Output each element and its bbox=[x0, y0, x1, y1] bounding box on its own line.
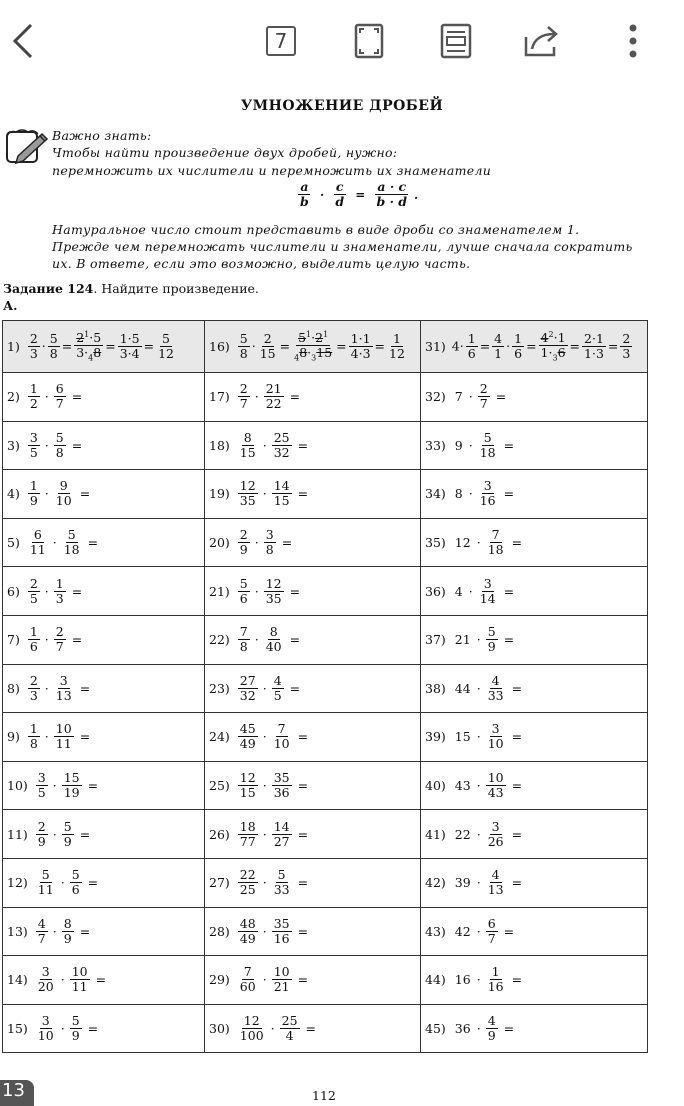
fraction-1: $\frac{2}{3}$ bbox=[29, 672, 38, 703]
exercise-cell: 34) 8 · $\frac{3}{16}$ = bbox=[421, 470, 648, 519]
fraction-1: $\frac{12}{35}$ bbox=[239, 478, 256, 509]
whole-number: 44 bbox=[454, 680, 471, 696]
exercise-cell: 37) 21 · $\frac{5}{9}$ = bbox=[421, 615, 648, 664]
whole-number: 9 bbox=[454, 437, 463, 453]
fraction-2: $\frac{5}{9}$ bbox=[71, 1013, 80, 1044]
page-indicator-button[interactable] bbox=[258, 18, 304, 64]
table-row bbox=[3, 761, 648, 810]
fraction-1: $\frac{48}{49}$ bbox=[239, 915, 256, 946]
exercise-cell: 27) $\frac{22}{25}$ · $\frac{5}{33}$ = bbox=[205, 858, 421, 907]
equals-sign: = bbox=[79, 486, 91, 502]
fraction-2: $\frac{1}{3}$ bbox=[55, 575, 64, 606]
fraction-1: $\frac{6}{11}$ bbox=[29, 527, 46, 558]
exercise-number: 17) bbox=[209, 389, 230, 405]
formula-a: a bbox=[300, 179, 309, 194]
equals-sign: = bbox=[71, 583, 83, 599]
table-row bbox=[3, 664, 648, 713]
equals-sign: = bbox=[87, 875, 99, 891]
equals-sign: = bbox=[297, 486, 309, 502]
fraction-1: $\frac{27}{32}$ bbox=[239, 672, 256, 703]
back-button[interactable] bbox=[0, 18, 46, 64]
whole-number: 43 bbox=[454, 778, 471, 794]
fraction-2: $\frac{35}{16}$ bbox=[273, 915, 290, 946]
table-row bbox=[3, 956, 648, 1005]
equals-sign: = bbox=[503, 437, 515, 453]
exercise-cell: 17) $\frac{2}{7}$ · $\frac{21}{22}$ = bbox=[205, 373, 421, 422]
exercise-cell: 29) $\frac{7}{60}$ · $\frac{10}{21}$ = bbox=[205, 956, 421, 1005]
fraction-2: $\frac{14}{15}$ bbox=[273, 478, 290, 509]
table-row bbox=[3, 1004, 648, 1053]
equals-sign: = bbox=[297, 875, 309, 891]
fraction-1: $\frac{2}{7}$ bbox=[239, 381, 248, 412]
fraction-2: $\frac{7}{18}$ bbox=[487, 527, 504, 558]
task-text: . Найдите произведение. bbox=[93, 281, 259, 296]
exercise-cell: 10) $\frac{3}{5}$ · $\frac{15}{19}$ = bbox=[3, 761, 205, 810]
exercise-number: 40) bbox=[425, 778, 446, 794]
exercise-cell: 32) 7 · $\frac{2}{7}$ = bbox=[421, 373, 648, 422]
exercise-cell: 36) 4 · $\frac{3}{14}$ = bbox=[421, 567, 648, 616]
page-corner-badge: 13 bbox=[0, 1080, 34, 1106]
exercise-number: 23) bbox=[209, 680, 230, 696]
example-1: 1) $\frac{2}{3}$ · $\frac{5}{8}$ = $\frac{2^1\cdot 5}{3\cdot_48}$ = $\frac{1\cdot 5}{3\cdot 4}$ = $\frac{5}{12}$ bbox=[3, 321, 205, 373]
exercise-cell: 7) $\frac{1}{6}$ · $\frac{2}{7}$ = bbox=[3, 615, 205, 664]
equals-sign: = bbox=[511, 680, 523, 696]
table-row bbox=[3, 421, 648, 470]
exercise-number: 20) bbox=[209, 535, 230, 551]
fraction-1: $\frac{12}{15}$ bbox=[239, 770, 256, 801]
task-heading bbox=[3, 281, 259, 296]
table-row bbox=[3, 567, 648, 616]
table-row bbox=[3, 518, 648, 567]
note-line-2: Прежде чем перемножать числители и знаменатели, лучше сначала сократить bbox=[52, 239, 633, 254]
equals-sign: = bbox=[79, 729, 91, 745]
note-line-3: их. В ответе, если это возможно, выделить целую часть. bbox=[52, 256, 471, 271]
fraction-2: $\frac{4}{5}$ bbox=[273, 672, 282, 703]
equals-sign: = bbox=[289, 583, 301, 599]
fraction-2: $\frac{10}{43}$ bbox=[487, 770, 504, 801]
fraction-2: $\frac{5}{6}$ bbox=[71, 867, 80, 898]
equals-sign: = bbox=[503, 1021, 515, 1037]
fraction-2: $\frac{2}{7}$ bbox=[479, 381, 488, 412]
fraction-1: $\frac{5}{11}$ bbox=[37, 867, 54, 898]
exercise-number: 34) bbox=[425, 486, 446, 502]
table-row bbox=[3, 373, 648, 422]
share-icon bbox=[522, 23, 564, 59]
equals-sign: = bbox=[87, 1021, 99, 1037]
section-label: А. bbox=[3, 298, 18, 313]
rule-line-1: Чтобы найти произведение двух дробей, нужно: bbox=[52, 145, 398, 160]
equals-sign: = bbox=[297, 826, 309, 842]
formula-c: c bbox=[335, 179, 344, 194]
fraction-1: $\frac{7}{8}$ bbox=[239, 624, 248, 655]
fraction-1: $\frac{3}{5}$ bbox=[29, 429, 38, 460]
equals-sign: = bbox=[87, 535, 99, 551]
exercise-number: 38) bbox=[425, 680, 446, 696]
notebook-pencil-icon bbox=[4, 126, 50, 166]
exercise-number: 4) bbox=[7, 486, 20, 502]
exercise-number: 11) bbox=[7, 826, 28, 842]
more-vertical-icon bbox=[628, 23, 638, 59]
exercise-cell: 4) $\frac{1}{9}$ · $\frac{9}{10}$ = bbox=[3, 470, 205, 519]
exercise-cell: 19) $\frac{12}{35}$ · $\frac{14}{15}$ = bbox=[205, 470, 421, 519]
fraction-2: $\frac{6}{7}$ bbox=[55, 381, 64, 412]
equals-sign: = bbox=[511, 972, 523, 988]
exercise-cell: 44) 16 · $\frac{1}{16}$ = bbox=[421, 956, 648, 1005]
exercise-number: 18) bbox=[209, 437, 230, 453]
equals-sign: = bbox=[87, 778, 99, 794]
exercise-cell: 40) 43 · $\frac{10}{43}$ = bbox=[421, 761, 648, 810]
whole-number: 4 bbox=[454, 583, 463, 599]
share-button[interactable] bbox=[520, 18, 566, 64]
fraction-1: $\frac{12}{100}$ bbox=[239, 1013, 264, 1044]
fraction-1: $\frac{1}{6}$ bbox=[29, 624, 38, 655]
fraction-1: $\frac{2}{5}$ bbox=[29, 575, 38, 606]
table-row bbox=[3, 907, 648, 956]
whole-number: 7 bbox=[454, 389, 463, 405]
exercise-cell: 2) $\frac{1}{2}$ · $\frac{6}{7}$ = bbox=[3, 373, 205, 422]
exercise-cell: 14) $\frac{3}{20}$ · $\frac{10}{11}$ = bbox=[3, 956, 205, 1005]
exercise-cell: 6) $\frac{2}{5}$ · $\frac{1}{3}$ = bbox=[3, 567, 205, 616]
fraction-2: $\frac{4}{33}$ bbox=[487, 672, 504, 703]
exercise-cell: 39) 15 · $\frac{3}{10}$ = bbox=[421, 713, 648, 762]
multiplication-formula: $\frac{a}{b}$ · $\frac{c}{d}$ = $\frac{a \cdot c}{b \cdot d}$ . bbox=[300, 179, 419, 209]
fraction-2: $\frac{21}{22}$ bbox=[265, 381, 282, 412]
whole-number: 12 bbox=[454, 535, 471, 551]
equals-sign: = bbox=[289, 389, 301, 405]
table-row bbox=[3, 470, 648, 519]
exercise-number: 26) bbox=[209, 826, 230, 842]
task-label: Задание 124 bbox=[3, 281, 94, 296]
exercise-cell: 45) 36 · $\frac{4}{9}$ = bbox=[421, 1004, 648, 1053]
exercise-number: 5) bbox=[7, 535, 20, 551]
exercise-number: 7) bbox=[7, 632, 20, 648]
exercise-cell: 20) $\frac{2}{9}$ · $\frac{3}{8}$ = bbox=[205, 518, 421, 567]
fraction-1: $\frac{5}{6}$ bbox=[239, 575, 248, 606]
example-16: 16) $\frac{5}{8}$ · $\frac{2}{15}$ = $\frac{5^1\cdot 2^1}{_48\cdot_315}$ = $\frac{1\cdot 1}{4\cdot 3}$ = $\frac{1}{12}$ bbox=[205, 321, 421, 373]
rule-line-2: перемножить их числители и перемножить их знаменатели bbox=[52, 163, 492, 178]
exercise-cell: 8) $\frac{2}{3}$ · $\frac{3}{13}$ = bbox=[3, 664, 205, 713]
table-row bbox=[3, 713, 648, 762]
whole-number: 42 bbox=[454, 923, 471, 939]
equals-sign: = bbox=[281, 535, 293, 551]
page-indicator: 7 bbox=[266, 26, 296, 56]
equals-sign: = bbox=[297, 729, 309, 745]
fraction-1: $\frac{45}{49}$ bbox=[239, 721, 256, 752]
exercise-number: 14) bbox=[7, 972, 28, 988]
exercise-number: 8) bbox=[7, 680, 20, 696]
equals-sign: = bbox=[71, 389, 83, 405]
exercise-cell: 25) $\frac{12}{15}$ · $\frac{35}{36}$ = bbox=[205, 761, 421, 810]
fraction-1: $\frac{18}{77}$ bbox=[239, 818, 256, 849]
exercise-number: 27) bbox=[209, 875, 230, 891]
exercise-cell: 41) 22 · $\frac{3}{26}$ = bbox=[421, 810, 648, 859]
chevron-left-icon bbox=[11, 23, 35, 59]
equals-sign: = bbox=[511, 826, 523, 842]
fraction-2: $\frac{5}{8}$ bbox=[55, 429, 64, 460]
fraction-2: $\frac{7}{10}$ bbox=[273, 721, 290, 752]
equals-sign: = bbox=[79, 826, 91, 842]
exercise-number: 15) bbox=[7, 1021, 28, 1037]
table-row bbox=[3, 810, 648, 859]
formula-d: d bbox=[335, 194, 345, 209]
whole-number: 36 bbox=[454, 1021, 471, 1037]
equals-sign: = bbox=[297, 972, 309, 988]
fraction-1: $\frac{8}{15}$ bbox=[239, 429, 256, 460]
exercise-cell: 24) $\frac{45}{49}$ · $\frac{7}{10}$ = bbox=[205, 713, 421, 762]
fraction-2: $\frac{8}{40}$ bbox=[265, 624, 282, 655]
fraction-1: $\frac{1}{8}$ bbox=[29, 721, 38, 752]
page-title: УМНОЖЕНИЕ ДРОБЕЙ bbox=[240, 98, 444, 114]
document-layout-icon bbox=[440, 23, 472, 59]
exercise-cell: 21) $\frac{5}{6}$ · $\frac{12}{35}$ = bbox=[205, 567, 421, 616]
fraction-1: $\frac{2}{9}$ bbox=[239, 527, 248, 558]
equals-sign: = bbox=[305, 1021, 317, 1037]
exercise-number: 30) bbox=[209, 1021, 230, 1037]
fraction-2: $\frac{8}{9}$ bbox=[63, 915, 72, 946]
exercise-number: 37) bbox=[425, 632, 446, 648]
equals-sign: = bbox=[71, 632, 83, 648]
whole-number: 39 bbox=[454, 875, 471, 891]
exercise-number: 28) bbox=[209, 923, 230, 939]
whole-number: 21 bbox=[454, 632, 471, 648]
exercise-number: 45) bbox=[425, 1021, 446, 1037]
fraction-2: $\frac{15}{19}$ bbox=[63, 770, 80, 801]
reading-mode-button[interactable] bbox=[433, 18, 479, 64]
exercise-cell: 33) 9 · $\frac{5}{18}$ = bbox=[421, 421, 648, 470]
equals-sign: = bbox=[297, 778, 309, 794]
exercise-cell: 43) 42 · $\frac{6}{7}$ = bbox=[421, 907, 648, 956]
exercise-number: 24) bbox=[209, 729, 230, 745]
exercise-cell: 11) $\frac{2}{9}$ · $\frac{5}{9}$ = bbox=[3, 810, 205, 859]
exercise-number: 42) bbox=[425, 875, 446, 891]
exercise-number: 25) bbox=[209, 778, 230, 794]
exercise-table bbox=[2, 320, 648, 1053]
exercise-number: 33) bbox=[425, 437, 446, 453]
whole-number: 22 bbox=[454, 826, 471, 842]
exercise-cell: 30) $\frac{12}{100}$ · $\frac{25}{4}$ = bbox=[205, 1004, 421, 1053]
fraction-2: $\frac{3}{14}$ bbox=[479, 575, 496, 606]
exercise-number: 2) bbox=[7, 389, 20, 405]
exercise-number: 9) bbox=[7, 729, 20, 745]
table-row bbox=[3, 858, 648, 907]
equals-sign: = bbox=[297, 923, 309, 939]
whole-number: 15 bbox=[454, 729, 471, 745]
exercise-number: 22) bbox=[209, 632, 230, 648]
fraction-2: $\frac{25}{32}$ bbox=[273, 429, 290, 460]
fraction-2: $\frac{3}{16}$ bbox=[479, 478, 496, 509]
fraction-2: $\frac{9}{10}$ bbox=[55, 478, 72, 509]
whole-number: 8 bbox=[454, 486, 463, 502]
fraction-2: $\frac{10}{21}$ bbox=[273, 964, 290, 995]
fraction-2: $\frac{5}{18}$ bbox=[479, 429, 496, 460]
fraction-1: $\frac{1}{2}$ bbox=[29, 381, 38, 412]
fraction-1: $\frac{1}{9}$ bbox=[29, 478, 38, 509]
rule-heading: Важно знать: bbox=[52, 128, 152, 143]
fraction-2: $\frac{5}{9}$ bbox=[63, 818, 72, 849]
fraction-2: $\frac{12}{35}$ bbox=[265, 575, 282, 606]
fraction-2: $\frac{5}{9}$ bbox=[487, 624, 496, 655]
exercise-number: 21) bbox=[209, 583, 230, 599]
exercise-number: 39) bbox=[425, 729, 446, 745]
exercise-cell: 35) 12 · $\frac{7}{18}$ = bbox=[421, 518, 648, 567]
fraction-2: $\frac{3}{10}$ bbox=[487, 721, 504, 752]
fraction-2: $\frac{3}{13}$ bbox=[55, 672, 72, 703]
fullscreen-icon bbox=[354, 23, 384, 59]
equals-sign: = bbox=[503, 632, 515, 648]
equals-sign: = bbox=[289, 680, 301, 696]
equals-sign: = bbox=[79, 923, 91, 939]
exercise-cell: 12) $\frac{5}{11}$ · $\frac{5}{6}$ = bbox=[3, 858, 205, 907]
fraction-2: $\frac{5}{33}$ bbox=[273, 867, 290, 898]
fullscreen-button[interactable] bbox=[346, 18, 392, 64]
equals-sign: = bbox=[503, 583, 515, 599]
more-options-button[interactable] bbox=[610, 18, 656, 64]
exercise-cell: 13) $\frac{4}{7}$ · $\frac{8}{9}$ = bbox=[3, 907, 205, 956]
equals-sign: = bbox=[511, 729, 523, 745]
exercise-number: 13) bbox=[7, 923, 28, 939]
exercise-number: 43) bbox=[425, 923, 446, 939]
equals-sign: = bbox=[289, 632, 301, 648]
exercise-number: 3) bbox=[7, 437, 20, 453]
exercise-cell: 38) 44 · $\frac{4}{33}$ = bbox=[421, 664, 648, 713]
whole-number: 16 bbox=[454, 972, 471, 988]
fraction-2: $\frac{3}{8}$ bbox=[265, 527, 274, 558]
fraction-2: $\frac{1}{16}$ bbox=[487, 964, 504, 995]
fraction-2: $\frac{6}{7}$ bbox=[487, 915, 496, 946]
equals-sign: = bbox=[79, 680, 91, 696]
exercise-cell: 23) $\frac{27}{32}$ · $\frac{4}{5}$ = bbox=[205, 664, 421, 713]
exercise-number: 32) bbox=[425, 389, 446, 405]
fraction-1: $\frac{22}{25}$ bbox=[239, 867, 256, 898]
exercise-cell: 18) $\frac{8}{15}$ · $\frac{25}{32}$ = bbox=[205, 421, 421, 470]
exercise-number: 36) bbox=[425, 583, 446, 599]
exercise-cell: 15) $\frac{3}{10}$ · $\frac{5}{9}$ = bbox=[3, 1004, 205, 1053]
exercise-number: 6) bbox=[7, 583, 20, 599]
equals-sign: = bbox=[71, 437, 83, 453]
formula-ac: a · c bbox=[377, 179, 407, 194]
exercise-number: 44) bbox=[425, 972, 446, 988]
fraction-2: $\frac{4}{13}$ bbox=[487, 867, 504, 898]
fraction-2: $\frac{25}{4}$ bbox=[281, 1013, 298, 1044]
exercise-cell: 5) $\frac{6}{11}$ · $\frac{5}{18}$ = bbox=[3, 518, 205, 567]
exercise-number: 12) bbox=[7, 875, 28, 891]
equals-sign: = bbox=[511, 778, 523, 794]
fraction-2: $\frac{10}{11}$ bbox=[55, 721, 72, 752]
page-number: 112 bbox=[312, 1088, 336, 1103]
exercise-cell: 28) $\frac{48}{49}$ · $\frac{35}{16}$ = bbox=[205, 907, 421, 956]
exercise-cell: 3) $\frac{3}{5}$ · $\frac{5}{8}$ = bbox=[3, 421, 205, 470]
fraction-2: $\frac{14}{27}$ bbox=[273, 818, 290, 849]
fraction-2: $\frac{4}{9}$ bbox=[487, 1013, 496, 1044]
equals-sign: = bbox=[503, 486, 515, 502]
exercise-cell: 42) 39 · $\frac{4}{13}$ = bbox=[421, 858, 648, 907]
exercise-number: 41) bbox=[425, 826, 446, 842]
fraction-2: $\frac{3}{26}$ bbox=[487, 818, 504, 849]
formula-bd: b · d bbox=[376, 194, 408, 209]
equals-sign: = bbox=[503, 923, 515, 939]
fraction-1: $\frac{3}{10}$ bbox=[37, 1013, 54, 1044]
exercise-number: 29) bbox=[209, 972, 230, 988]
top-toolbar bbox=[0, 0, 684, 86]
formula-b: b bbox=[300, 194, 309, 209]
example-31: 31) 4· $\frac{1}{6}$ = $\frac{4}{1}$ · $\frac{1}{6}$ = $\frac{4^2\cdot 1}{1\cdot_36}$ = $\frac{2\cdot 1}{1\cdot 3}$ = $\frac{2}{3}$ bbox=[421, 321, 648, 373]
fraction-1: $\frac{3}{5}$ bbox=[37, 770, 46, 801]
fraction-1: $\frac{2}{9}$ bbox=[37, 818, 46, 849]
exercise-cell: 22) $\frac{7}{8}$ · $\frac{8}{40}$ = bbox=[205, 615, 421, 664]
fraction-2: $\frac{35}{36}$ bbox=[273, 770, 290, 801]
equals-sign: = bbox=[511, 875, 523, 891]
note-line-1: Натуральное число стоит представить в виде дроби со знаменателем 1. bbox=[52, 222, 580, 237]
table-row bbox=[3, 615, 648, 664]
equals-sign: = bbox=[511, 535, 523, 551]
exercise-cell: 26) $\frac{18}{77}$ · $\frac{14}{27}$ = bbox=[205, 810, 421, 859]
equals-sign: = bbox=[297, 437, 309, 453]
exercise-cell: 9) $\frac{1}{8}$ · $\frac{10}{11}$ = bbox=[3, 713, 205, 762]
fraction-2: $\frac{2}{7}$ bbox=[55, 624, 64, 655]
equals-sign: = bbox=[95, 972, 107, 988]
exercise-number: 19) bbox=[209, 486, 230, 502]
exercise-number: 35) bbox=[425, 535, 446, 551]
fraction-1: $\frac{4}{7}$ bbox=[37, 915, 46, 946]
fraction-2: $\frac{5}{18}$ bbox=[63, 527, 80, 558]
table-row bbox=[3, 321, 648, 373]
exercise-number: 10) bbox=[7, 778, 28, 794]
fraction-1: $\frac{7}{60}$ bbox=[239, 964, 256, 995]
equals-sign: = bbox=[495, 389, 507, 405]
fraction-1: $\frac{3}{20}$ bbox=[37, 964, 54, 995]
fraction-2: $\frac{10}{11}$ bbox=[71, 964, 88, 995]
